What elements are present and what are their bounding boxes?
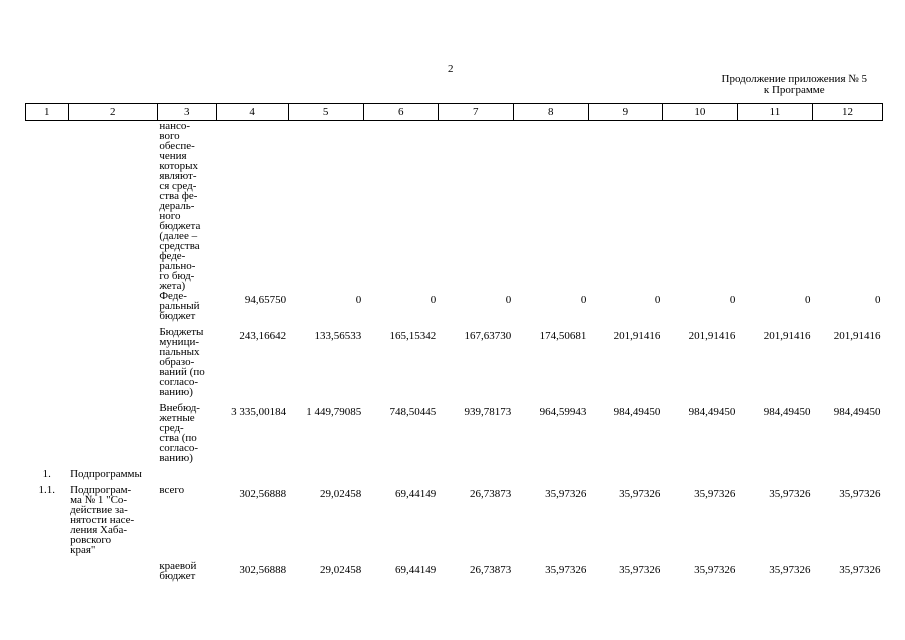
value-cell: 35,97326 [545, 488, 587, 500]
value-cell: 35,97326 [839, 564, 881, 576]
column-header: 7 [438, 104, 513, 121]
value-cell [288, 469, 363, 485]
table-row [26, 469, 883, 485]
value-cell: 984,49450 [833, 406, 881, 418]
value-cell: 29,02458 [319, 488, 362, 500]
value-cell: 35,97326 [619, 564, 661, 576]
table-row [26, 561, 883, 583]
value-cell: 35,97326 [694, 488, 736, 500]
value-cell: 69,44149 [394, 564, 437, 576]
funding-source: Внебюд- жетные сред- ства (по согласо- ванию) [159, 402, 200, 464]
value-cell: 3 335,00184 [231, 406, 287, 418]
value-cell: 302,56888 [239, 564, 287, 576]
value-cell: 29,02458 [319, 564, 362, 576]
value-cell: 174,50681 [539, 330, 587, 342]
funding-source: нансо- вого обеспе- чения которых являют- ся сред- ства фе- дераль- ного бюджета (далее – средства феде- рально- го бюд- жета) [159, 120, 201, 292]
value-cell: 0 [875, 294, 881, 306]
table-row [26, 403, 883, 469]
value-cell: 26,73873 [470, 564, 512, 576]
value-cell: 35,97326 [769, 488, 811, 500]
program-name [68, 121, 157, 292]
value-cell: 0 [430, 294, 437, 306]
funding-source: Бюджеты муници- пальных образо- ваний (по согласо- ванию) [159, 326, 205, 398]
value-cell [737, 469, 812, 485]
program-name: Подпрограммы [70, 468, 142, 480]
value-cell [812, 121, 882, 292]
value-cell [662, 469, 737, 485]
value-cell [363, 121, 438, 292]
funding-source: всего [159, 484, 185, 496]
value-cell [438, 121, 513, 292]
program-name [68, 327, 157, 403]
row-number [26, 561, 69, 583]
funding-source: Феде- ральный бюджет [159, 290, 200, 322]
value-cell [513, 469, 588, 485]
value-cell: 0 [580, 294, 587, 306]
value-cell: 35,97326 [839, 488, 881, 500]
row-number: 1.1. [38, 484, 56, 496]
value-cell [737, 121, 812, 292]
budget-table [25, 103, 883, 583]
value-cell: 939,78173 [464, 406, 512, 418]
value-cell [812, 469, 882, 485]
row-number [26, 291, 69, 327]
column-header: 12 [812, 104, 882, 121]
value-cell: 133,56533 [314, 330, 362, 342]
column-header: 3 [157, 104, 216, 121]
row-number [26, 327, 69, 403]
column-header: 4 [216, 104, 288, 121]
value-cell: 35,97326 [545, 564, 587, 576]
column-header: 9 [588, 104, 662, 121]
program-name: Подпрограм- ма № 1 "Со- действие за- нятости насе- ления Хаба- ровского края" [70, 484, 135, 556]
value-cell: 26,73873 [470, 488, 512, 500]
value-cell [216, 121, 288, 292]
column-header: 11 [737, 104, 812, 121]
value-cell [588, 469, 662, 485]
program-name [68, 561, 157, 583]
value-cell: 984,49450 [613, 406, 661, 418]
value-cell [288, 121, 363, 292]
column-number-row [26, 104, 883, 121]
value-cell: 0 [505, 294, 512, 306]
value-cell: 35,97326 [769, 564, 811, 576]
value-cell: 201,91416 [613, 330, 661, 342]
funding-source: краевой бюджет [159, 560, 197, 582]
column-header: 5 [288, 104, 363, 121]
value-cell [588, 121, 662, 292]
value-cell: 984,49450 [688, 406, 736, 418]
value-cell: 0 [654, 294, 661, 306]
value-cell: 748,50445 [389, 406, 437, 418]
value-cell: 35,97326 [694, 564, 736, 576]
value-cell: 964,59943 [539, 406, 587, 418]
row-number: 1. [42, 468, 51, 480]
value-cell: 69,44149 [394, 488, 437, 500]
program-name [68, 291, 157, 327]
column-header: 8 [513, 104, 588, 121]
value-cell: 94,65750 [244, 294, 287, 306]
value-cell [662, 121, 737, 292]
value-cell: 0 [355, 294, 362, 306]
column-header: 10 [662, 104, 737, 121]
program-name [68, 403, 157, 469]
value-cell: 201,91416 [763, 330, 811, 342]
table-row [26, 121, 883, 292]
table-row [26, 485, 883, 561]
value-cell: 1 449,79085 [306, 406, 362, 418]
value-cell: 167,63730 [464, 330, 512, 342]
row-number [26, 121, 69, 292]
page-number: 2 [448, 63, 454, 75]
value-cell [438, 469, 513, 485]
table-row [26, 327, 883, 403]
column-header: 2 [68, 104, 157, 121]
value-cell: 201,91416 [833, 330, 881, 342]
continuation-line1: Продолжение приложения № 5 [721, 73, 867, 85]
table-row [26, 291, 883, 327]
value-cell: 984,49450 [763, 406, 811, 418]
column-header: 1 [26, 104, 69, 121]
value-cell: 243,16642 [239, 330, 287, 342]
funding-source [157, 469, 216, 485]
value-cell [216, 469, 288, 485]
value-cell: 165,15342 [389, 330, 437, 342]
value-cell [363, 469, 438, 485]
column-header: 6 [363, 104, 438, 121]
continuation-line2: к Программе [763, 84, 825, 96]
value-cell [513, 121, 588, 292]
value-cell: 201,91416 [688, 330, 736, 342]
value-cell: 0 [729, 294, 736, 306]
value-cell: 0 [804, 294, 811, 306]
value-cell: 302,56888 [239, 488, 287, 500]
continuation-note [722, 74, 867, 96]
value-cell: 35,97326 [619, 488, 661, 500]
row-number [26, 403, 69, 469]
